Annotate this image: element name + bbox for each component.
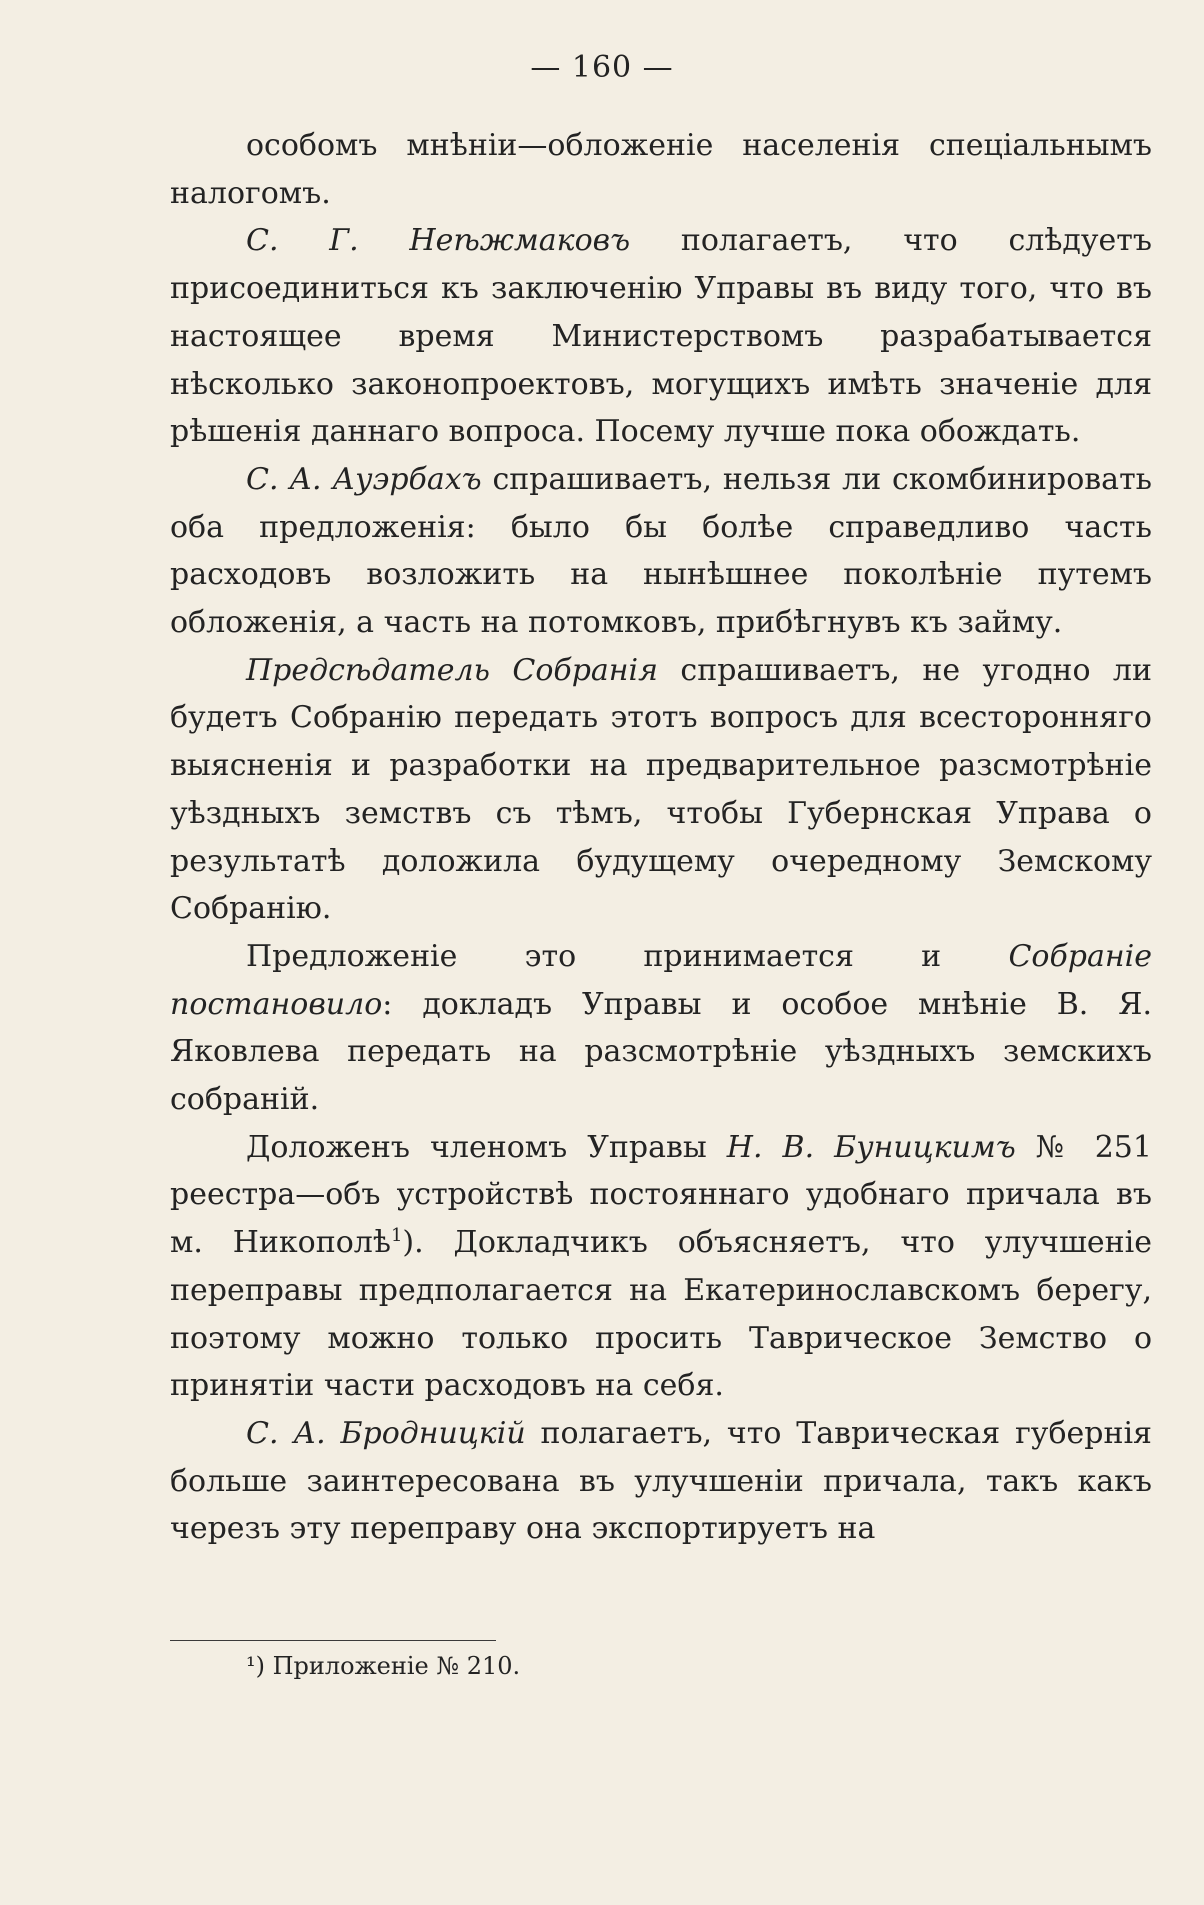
- paragraph: [170, 1124, 1152, 1410]
- speaker-name: Предсѣдатель Собранія: [246, 652, 658, 688]
- paragraph-text: спрашиваетъ, не угодно ли будетъ Собранію передать этотъ вопросъ для всесторонняго выясненія и разработки на предварительное разсмотрѣніе уѣздныхъ земствъ съ тѣмъ, чтобы Губернская Управа о результатѣ доложила будущему очередному Земскому Собранію.: [170, 652, 1152, 927]
- footnote-divider: [170, 1640, 496, 1641]
- body-text: [170, 122, 1152, 1553]
- speaker-name: Собраніе постановило: [170, 938, 1152, 1022]
- speaker-name: Н. В. Буницкимъ: [726, 1129, 1016, 1165]
- paragraph-text: Доложенъ членомъ Управы: [246, 1129, 727, 1165]
- paragraph-text: спрашиваетъ, нельзя ли скомбинировать оба предложенія: было бы болѣе справедливо часть расходовъ возложить на нынѣшнее поколѣніе путемъ обложенія, а часть на потомковъ, прибѣгнувъ къ займу.: [170, 461, 1152, 641]
- page-number: — 160 —: [530, 50, 674, 85]
- paragraph: [170, 1410, 1152, 1553]
- paragraph: [170, 933, 1152, 1124]
- paragraph: [170, 647, 1152, 933]
- footnote-marker: 1: [390, 1225, 403, 1247]
- speaker-name: С. А. Бродницкій: [246, 1415, 526, 1451]
- footnote: ¹) Приложеніе № 210.: [246, 1652, 521, 1680]
- paragraph-text: полагаетъ, что слѣдуетъ присоединиться къ заключенію Управы въ виду того, что въ настоящее время Министерствомъ разрабатывается нѣсколько законопроектовъ, могущихъ имѣть значеніе для рѣшенія даннаго вопроса. Посему лучше пока обождать.: [170, 223, 1152, 450]
- paragraph: [170, 122, 1152, 217]
- paragraph: [170, 217, 1152, 456]
- paragraph-text: особомъ мнѣніи—обложеніе населенія спеціальнымъ налогомъ.: [170, 128, 1152, 211]
- speaker-name: С. Г. Неѣжмаковъ: [246, 223, 631, 259]
- paragraph-text: № 251 реестра—объ устройствѣ постояннаго удобнаго причала въ м. Никополѣ: [170, 1129, 1152, 1261]
- paragraph: [170, 456, 1152, 647]
- paragraph-text: полагаетъ, что Таврическая губернія больше заинтересована въ улучшеніи причала, такъ какъ черезъ эту переправу она экспортируетъ на: [170, 1415, 1152, 1547]
- paragraph-text: : докладъ Управы и особое мнѣніе В. Я. Яковлева передать на разсмотрѣніе уѣздныхъ земскихъ собраній.: [170, 986, 1152, 1118]
- paragraph-text: Предложеніе это принимается и: [246, 938, 1009, 974]
- paragraph-text: ). Докладчикъ объясняетъ, что улучшеніе переправы предполагается на Екатеринославскомъ берегу, поэтому можно только просить Таврическое Земство о принятіи части расходовъ на себя.: [170, 1225, 1152, 1404]
- speaker-name: С. А. Ауэрбахъ: [246, 461, 482, 497]
